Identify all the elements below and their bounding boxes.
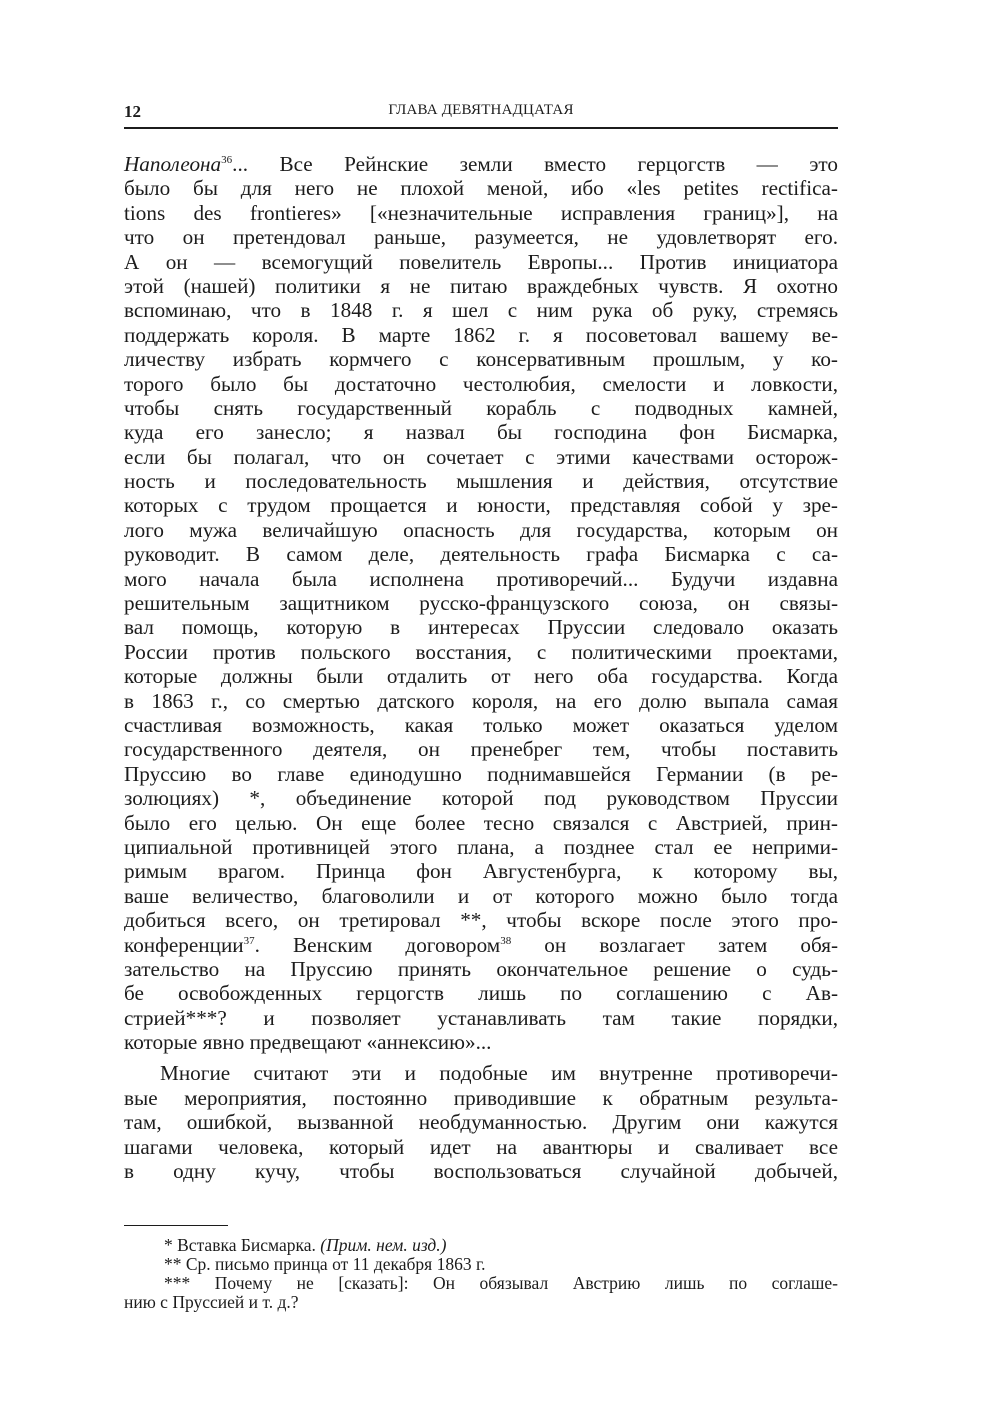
text-line: Пруссию во главе единодушно поднимавшейся Германии (в ре- — [124, 761, 838, 786]
footnote: ** Ср. письмо принца от 11 декабря 1863 г. — [164, 1254, 486, 1274]
page-header — [124, 96, 838, 126]
text-line: которых с трудом прощается и юности, представляя собой у зре- — [124, 493, 838, 518]
text-line: шагами человека, который идет на авантюры и сваливает все — [124, 1134, 838, 1159]
running-head: ГЛАВА ДЕВЯТНАДЦАТАЯ — [388, 102, 574, 118]
footnote: *** Почему не [сказать]: Он обязывал Австрию лишь по соглаше- — [164, 1273, 838, 1293]
note-ref: 37 — [243, 934, 255, 947]
paragraph-gap — [124, 1054, 838, 1061]
text-line: куда его занесло; я назвал бы господина фон Бисмарка, — [124, 420, 838, 445]
text-line: вал помощь, которую в интересах Пруссии следовало оказать — [124, 615, 838, 640]
text-line: что он претендовал раньше, разумеется, не удовлетворят его. — [124, 225, 838, 250]
text-line: римым врагом. Принца фон Августенбурга, к которому вы, — [124, 859, 838, 884]
text-line: поддержать короля. В марте 1862 г. я посоветовал вашему ве- — [124, 322, 838, 347]
text-line: чтобы снять государственный корабль с подводных камней, — [124, 395, 838, 420]
text-line: вспоминаю, что в 1848 г. я шел с ним рука об руку, стремясь — [124, 298, 838, 323]
footnotes — [124, 1236, 838, 1312]
italic-word: Наполеона — [124, 152, 222, 176]
text-line: стрией***? и позволяет устанавливать там такие порядки, — [124, 1005, 838, 1030]
text-line: Многие считают эти и подобные им внутренне противоречи- — [160, 1061, 838, 1086]
text-line: счастливая возможность, какая только может оказаться уделом — [124, 712, 838, 737]
text-line: вые мероприятия, постоянно приводившие к обратным результа- — [124, 1085, 838, 1110]
text-line: мого начала была исполнена противоречий... Будучи издавна — [124, 566, 838, 591]
text-line: бе освобожденных герцогств лишь по соглашению с Ав- — [124, 981, 838, 1006]
text-line: tions des frontieres» [«незначительные исправления границ»], на — [124, 200, 838, 225]
text-line: решительным защитником русско-французского союза, он связы- — [124, 591, 838, 616]
text-line: в одну кучу, чтобы воспользоваться случайной добычей, — [124, 1159, 838, 1184]
text-line: которые явно предвещают «аннексию»... — [124, 1030, 492, 1055]
note-ref: 36 — [221, 153, 233, 166]
text-line: если бы полагал, что он сочетает с этими качествами осторож- — [124, 444, 838, 469]
line-text: . Венским договором — [254, 932, 501, 957]
note-ref: 38 — [500, 934, 512, 947]
text-line: торого было бы достаточно честолюбия, смелости и ловкости, — [124, 371, 838, 396]
text-line: этой (нашей) политики я не питаю враждебных чувств. Я охотно — [124, 273, 838, 298]
text-line: личеству избрать кормчего с консервативным прошлым, у ко- — [124, 347, 838, 372]
text-line: было его целью. Он еще более тесно связался с Австрией, прин- — [124, 810, 838, 835]
text-line: добиться всего, он третировал **, чтобы вскоре после этого про- — [124, 908, 838, 933]
text-line: ность и последовательность мышления и действия, отсутствие — [124, 469, 838, 494]
text-line — [124, 152, 838, 176]
footnote-text: * Вставка Бисмарка. — [164, 1235, 321, 1255]
text-line: было бы для него не плохой меной, ибо «les petites rectifica- — [124, 176, 838, 201]
text-line: там, ошибкой, вызванной необдуманностью. Другим они кажутся — [124, 1110, 838, 1135]
text-line: золюциях) *, объединение которой под руководством Пруссии — [124, 786, 838, 811]
header-rule — [124, 127, 838, 129]
text-line: ципиальной противницей этого плана, а позднее стал ее неприми- — [124, 834, 838, 859]
line-text: он возлагает затем обя- — [511, 932, 839, 957]
line-text: конференции — [124, 932, 244, 957]
text-line: ваше величество, благоволили и от которого можно было тогда — [124, 883, 838, 908]
page — [124, 96, 839, 1312]
footnote: нию с Пруссией и т. д.? — [124, 1292, 299, 1312]
text-line: лого мужа величайшую опасность для государства, которым он — [124, 517, 838, 542]
body-text — [124, 152, 838, 1183]
text-line: государственного деятеля, он пренебрег тем, чтобы поставить — [124, 737, 838, 762]
footnote-italic: (Прим. нем. изд.) — [320, 1235, 447, 1255]
text-line: в 1863 г., со смертью датского короля, на его долю выпала самая — [124, 688, 838, 713]
line-text: ... Все Рейнские земли вместо герцогств — это — [232, 152, 838, 176]
text-line: А он — всемогущий повелитель Европы... Против инициатора — [124, 249, 838, 274]
text-line: зательство на Пруссию принять окончательное решение о судь- — [124, 956, 838, 981]
text-line: которые должны были отдалить от него оба государства. Когда — [124, 664, 838, 689]
text-line: руководит. В самом деле, деятельность графа Бисмарка с са- — [124, 542, 838, 567]
footnote-rule — [124, 1225, 228, 1226]
text-line — [124, 933, 838, 957]
text-line: России против польского восстания, с политическими проектами, — [124, 639, 838, 664]
page-number: 12 — [124, 102, 141, 121]
footnote — [124, 1236, 838, 1255]
